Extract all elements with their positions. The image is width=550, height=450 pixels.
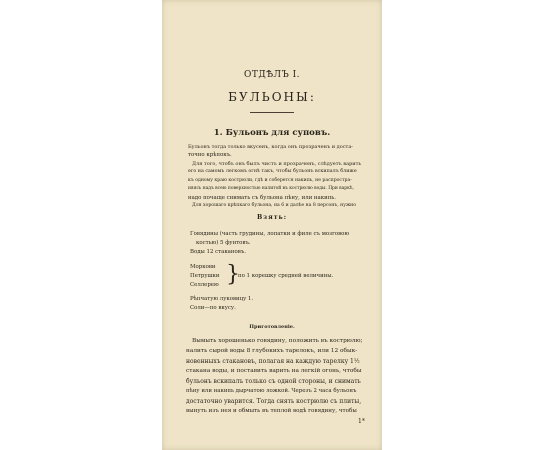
ingredient-line: Соли—по вкусу.: [190, 305, 236, 311]
prep-line: достаточно уварится. Тогда снять кострюлю съ плиты,: [186, 398, 362, 405]
prep-line: стакана воды, и поставить варить на легкій огонь, чтобы: [186, 368, 362, 374]
intro-line: его на самомъ легкомъ огнѣ такъ, чтобы бульонъ вскипалъ ближе: [188, 169, 357, 174]
grouping-brace: }: [226, 262, 240, 287]
intro-line: няясь надъ всею поверхностью налитой въ кострюлю воды. При варкѣ,: [188, 186, 354, 191]
title-rule: [250, 112, 294, 113]
prep-line: бульонъ вскипалъ только съ одной стороны, и снимать: [186, 378, 361, 385]
intro-line: Для хорошаго крѣпкаго бульона, на 6 и далѣе на 8 персонъ, нужно: [192, 203, 357, 208]
intro-line: точно крѣпокъ.: [188, 152, 232, 158]
ingredient-line: Говядины (часть грудины, лопатки и филе съ мозговою: [190, 231, 350, 237]
ingredient-line: Рѣпчатую луковицу 1.: [190, 296, 254, 302]
grouped-note: по 1 корешку средней величины.: [238, 273, 334, 279]
ingredient-grouped: Селлерею: [190, 282, 219, 288]
intro-line: надо почаще снимать съ бульона пѣну, или накипь.: [188, 195, 336, 201]
intro-line: къ одному краю кострюли, гдѣ и соберется накипь, не распростра-: [188, 178, 352, 183]
signature-mark: 1*: [358, 418, 365, 425]
take-heading: Взять:: [256, 214, 288, 221]
recipe-title: 1. Бульонъ для суповъ.: [213, 128, 331, 138]
book-page: [162, 0, 382, 450]
ingredient-grouped: Моркови: [190, 264, 216, 270]
ingredient-line: костью) 5 фунтовъ.: [196, 240, 251, 246]
ingredient-line: Воды 12 стакановъ.: [190, 249, 246, 255]
intro-line: Для того, чтобъ онъ былъ чистъ и прозраченъ, слѣдуетъ варить: [192, 161, 362, 167]
prep-heading: Приготовленіе.: [249, 324, 295, 330]
ingredient-grouped: Петрушки: [190, 273, 220, 279]
prep-line: пѣну или накипь дырчатою ложкой. Черезъ 2 часа бульонъ: [186, 388, 357, 394]
prep-line: Вымыть хорошенько говядину, положить въ кострюлю;: [192, 338, 363, 344]
prep-line: вынуть изъ нея и обмыть въ теплой водѣ говядину, чтобы: [186, 408, 357, 414]
prep-line: налить сырой воды 8 глубокихъ тарелокъ, или 12 обык-: [186, 348, 358, 354]
prep-line: новенныхъ стакановъ, полагая на каждую тарелку 1½: [186, 358, 360, 365]
section-title: ОТДѢЛЪ I.: [244, 70, 300, 80]
chapter-title: БУЛЬОНЫ:: [228, 90, 316, 104]
intro-line: Бульонъ тогда только вкусенъ, когда онъ прозраченъ и доста-: [188, 144, 353, 150]
